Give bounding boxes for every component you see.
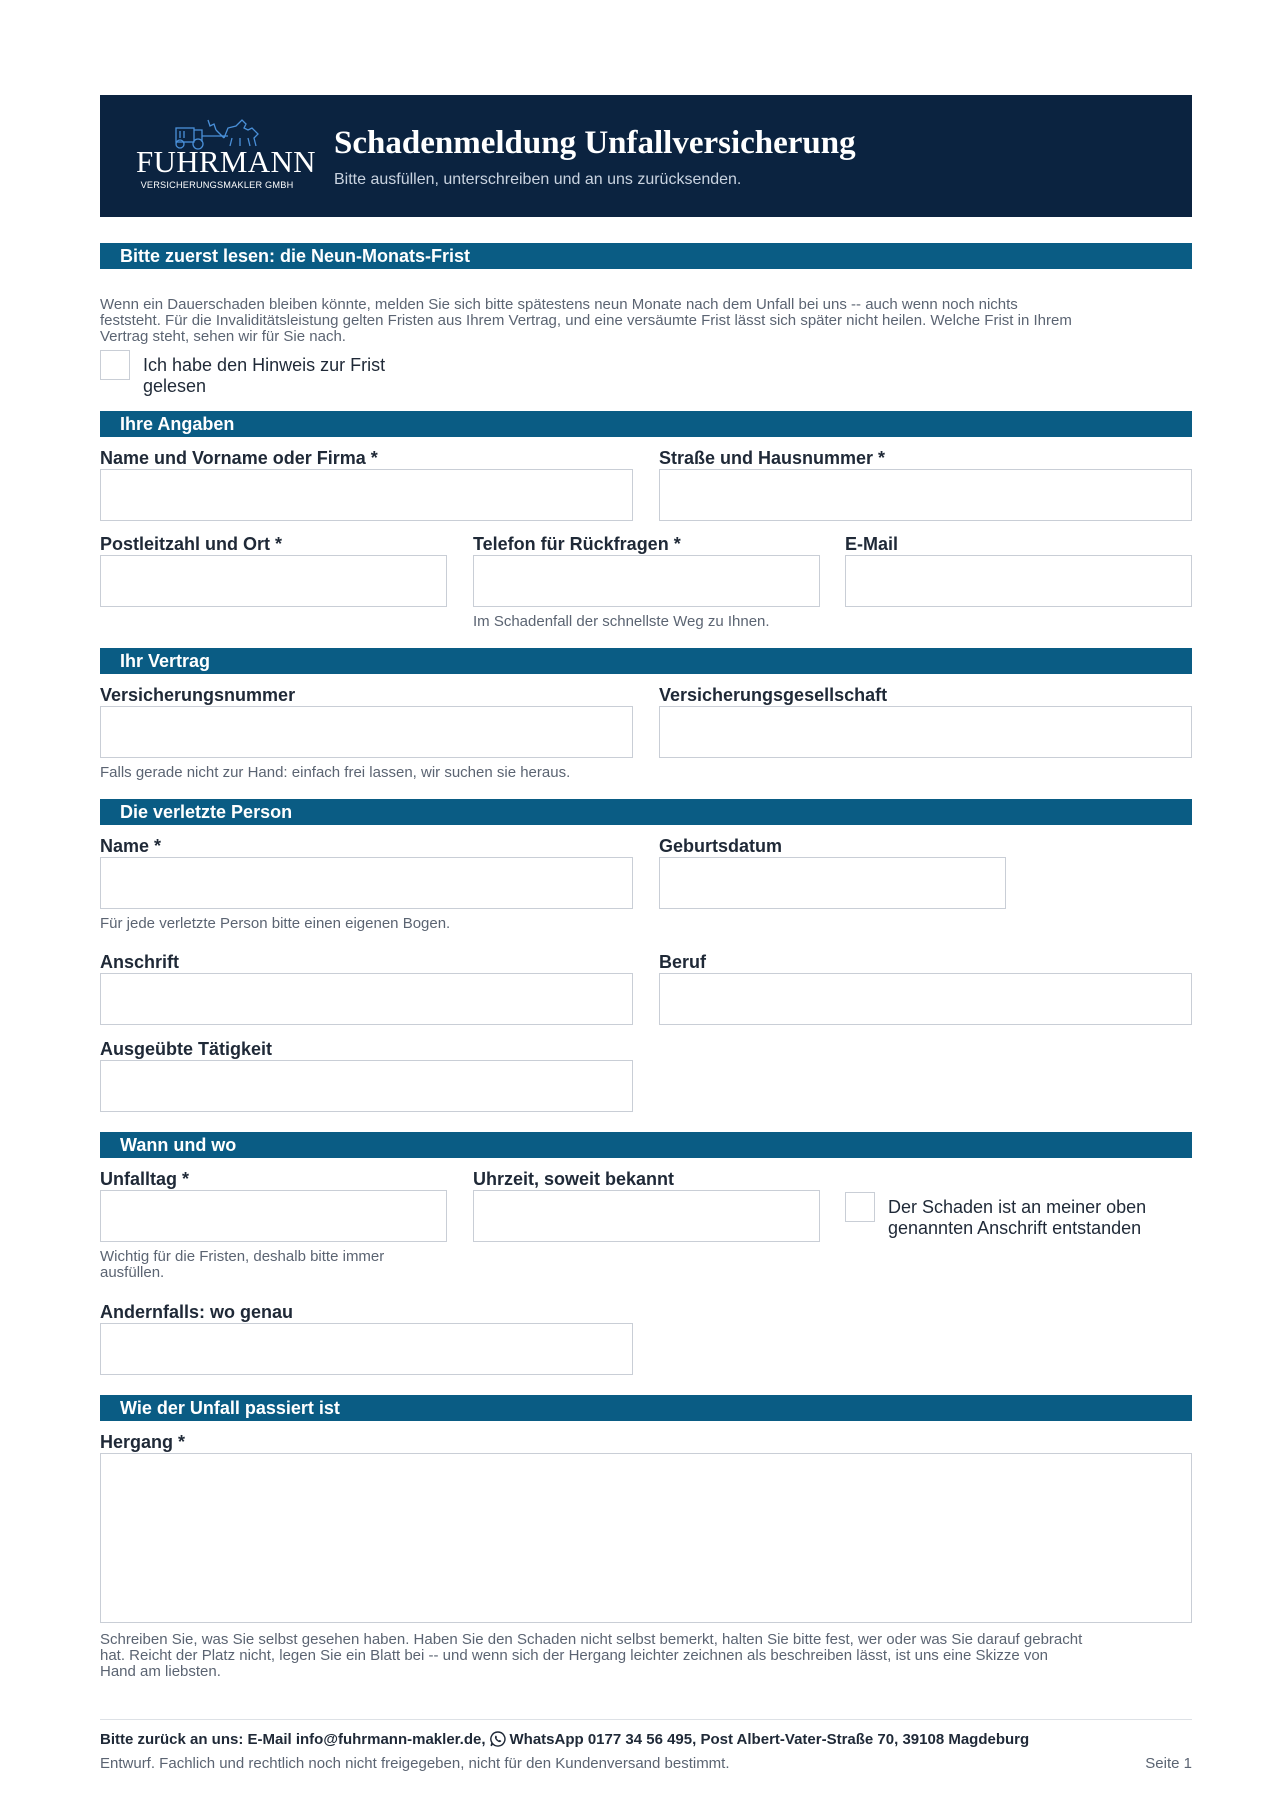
- name-field[interactable]: [100, 469, 633, 521]
- section-vertrag-heading: Ihr Vertrag: [100, 648, 1192, 674]
- header-banner: [100, 95, 1192, 217]
- person-name-label: Name *: [100, 836, 162, 856]
- hergang-hint-line3: Hand am liebsten.: [100, 1663, 221, 1680]
- zip-label: Postleitzahl und Ort *: [100, 534, 283, 554]
- name-label: Name und Vorname oder Firma *: [100, 448, 378, 468]
- form-page: [100, 95, 1192, 1772]
- birthdate-field[interactable]: [659, 857, 1006, 909]
- section-person-heading: Die verletzte Person: [100, 799, 1192, 825]
- job-label: Beruf: [659, 952, 707, 972]
- footer-divider: [100, 1719, 1192, 1720]
- phone-label: Telefon für Rückfragen *: [473, 534, 681, 554]
- job-field[interactable]: [659, 973, 1192, 1025]
- draft-note: Entwurf. Fachlich und rechtlich noch nicht freigegeben, nicht für den Kundenversand bestimmt.: [100, 1755, 730, 1772]
- section-notice-heading: Bitte zuerst lesen: die Neun-Monats-Frist: [100, 243, 1192, 269]
- location-field[interactable]: [100, 1323, 633, 1375]
- policy-number-field[interactable]: [100, 706, 633, 758]
- page-number: Seite 1: [1145, 1755, 1192, 1772]
- street-field[interactable]: [659, 469, 1192, 521]
- company-logo: [136, 116, 316, 196]
- phone-field[interactable]: [473, 555, 820, 607]
- hergang-hint-line1: Schreiben Sie, was Sie selbst gesehen haben. Haben Sie den Schaden nicht selbst bemerkt, halten Sie bitte fest, wer oder was Sie darauf gebracht: [100, 1631, 1083, 1648]
- notice-text-line2: feststeht. Für die Invaliditätsleistung gelten Fristen aus Ihrem Vertrag, und eine versäumte Frist lässt sich später nicht heilen. Welche Frist in Ihrem: [100, 312, 1072, 329]
- hergang-hint-line2: hat. Reicht der Platz nicht, legen Sie ein Blatt bei -- und wenn sich der Hergang leichter zeichnen als beschreiben lässt, ist uns eine Skizze von: [100, 1647, 1049, 1664]
- location-label: Andernfalls: wo genau: [100, 1302, 294, 1322]
- notice-text-line3: Vertrag steht, sehen wir für Sie nach.: [100, 328, 346, 345]
- address-location-checkbox[interactable]: [845, 1192, 875, 1222]
- notice-read-checkbox[interactable]: [100, 350, 130, 380]
- address-location-label-line2: genannten Anschrift entstanden: [888, 1218, 1142, 1238]
- insurer-label: Versicherungsgesellschaft: [659, 685, 888, 705]
- email-field[interactable]: [845, 555, 1192, 607]
- notice-checkbox-label-line2: gelesen: [143, 376, 207, 396]
- accident-date-field[interactable]: [100, 1190, 447, 1242]
- person-hint: Für jede verletzte Person bitte einen eigenen Bogen.: [100, 915, 451, 932]
- activity-field[interactable]: [100, 1060, 633, 1112]
- accident-date-hint-line1: Wichtig für die Fristen, deshalb bitte immer: [100, 1248, 385, 1265]
- return-suffix: WhatsApp 0177 34 56 495, Post Albert-Vater-Straße 70, 39108 Magdeburg: [509, 1730, 1030, 1748]
- birthdate-label: Geburtsdatum: [659, 836, 783, 856]
- zip-field[interactable]: [100, 555, 447, 607]
- accident-date-hint-line2: ausfüllen.: [100, 1264, 165, 1281]
- policy-number-hint: Falls gerade nicht zur Hand: einfach frei lassen, wir suchen sie heraus.: [100, 764, 571, 781]
- activity-label: Ausgeübte Tätigkeit: [100, 1039, 273, 1059]
- logo-subtitle: VERSICHERUNGSMAKLER GMBH: [140, 180, 294, 190]
- policy-number-label: Versicherungsnummer: [100, 685, 296, 705]
- email-label: E-Mail: [845, 534, 899, 554]
- section-wann-heading: Wann und wo: [100, 1132, 1192, 1158]
- section-angaben-heading: Ihre Angaben: [100, 411, 1192, 437]
- return-prefix: Bitte zurück an uns: E-Mail info@fuhrmann-makler.de,: [100, 1730, 486, 1748]
- notice-checkbox-label-line1: Ich habe den Hinweis zur Frist: [143, 355, 386, 375]
- address-label: Anschrift: [100, 952, 180, 972]
- section-hergang-heading: Wie der Unfall passiert ist: [100, 1395, 1192, 1421]
- notice-text-line1: Wenn ein Dauerschaden bleiben könnte, melden Sie sich bitte spätestens neun Monate nach dem Unfall bei uns -- auch wenn noch nichts: [100, 296, 1018, 313]
- form-title: Schadenmeldung Unfallversicherung: [334, 125, 856, 161]
- hergang-textarea[interactable]: [100, 1453, 1192, 1623]
- person-name-field[interactable]: [100, 857, 633, 909]
- logo-wordmark: FUHRMANN: [136, 144, 316, 179]
- street-label: Straße und Hausnummer *: [659, 448, 886, 468]
- form-subtitle: Bitte ausfüllen, unterschreiben und an uns zurücksenden.: [334, 171, 742, 188]
- whatsapp-icon: [489, 1730, 507, 1748]
- hergang-label: Hergang *: [100, 1432, 186, 1452]
- accident-time-field[interactable]: [473, 1190, 820, 1242]
- insurer-field[interactable]: [659, 706, 1192, 758]
- return-address: [100, 1730, 1029, 1748]
- accident-date-label: Unfalltag *: [100, 1169, 190, 1189]
- phone-hint: Im Schadenfall der schnellste Weg zu Ihnen.: [473, 613, 770, 630]
- address-field[interactable]: [100, 973, 633, 1025]
- address-location-label-line1: Der Schaden ist an meiner oben: [888, 1197, 1147, 1217]
- accident-time-label: Uhrzeit, soweit bekannt: [473, 1169, 675, 1189]
